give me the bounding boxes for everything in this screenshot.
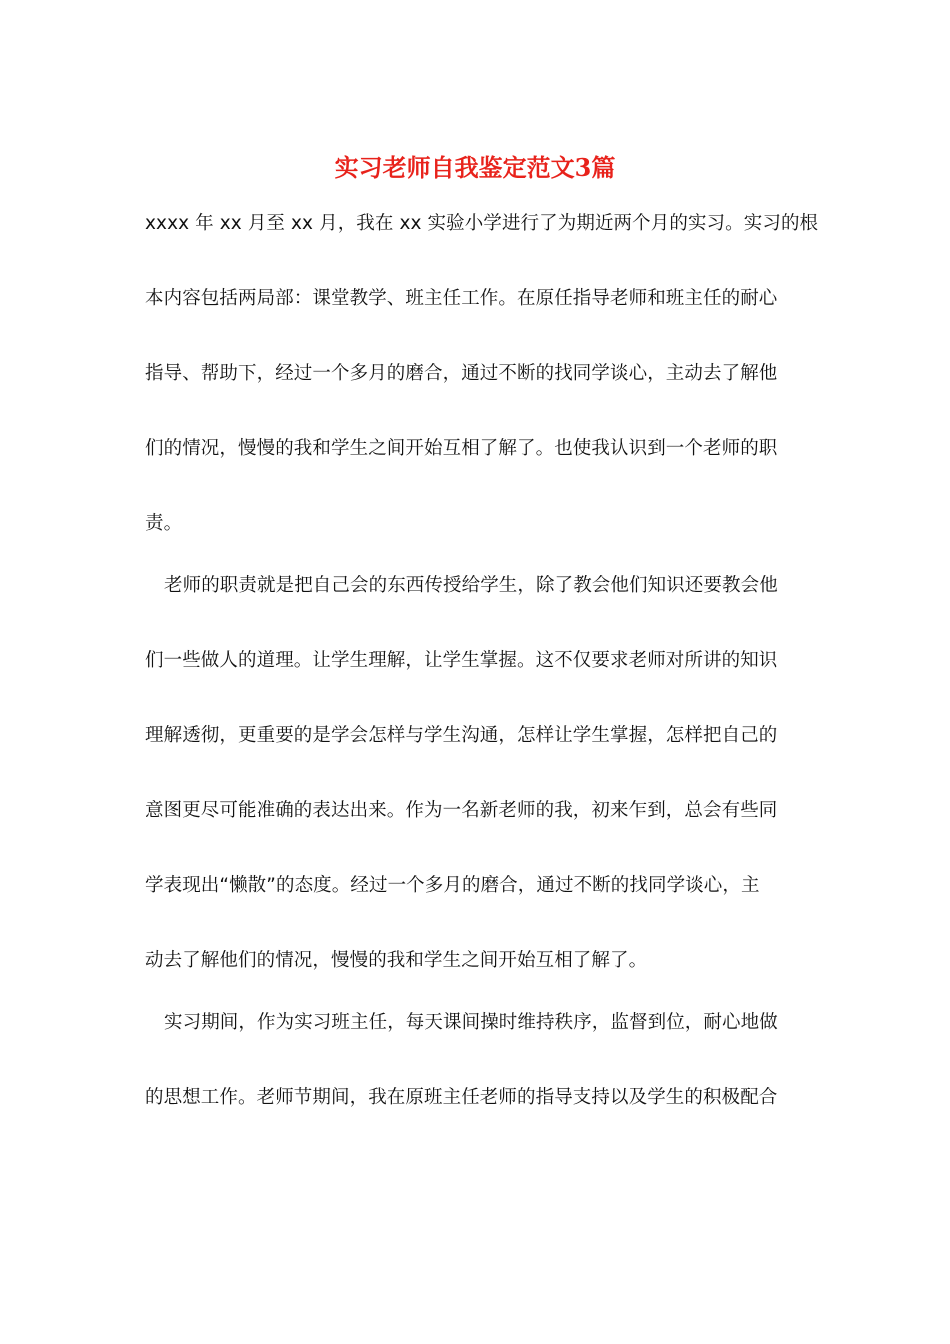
paragraph-line: 责。	[145, 513, 183, 534]
paragraph-1	[145, 204, 819, 566]
paragraph-line: 动去了解他们的情况，慢慢的我和学生之间开始互相了解了。	[145, 950, 648, 971]
paragraph-line: 理解透彻，更重要的是学会怎样与学生沟通，怎样让学生掌握，怎样把自己的	[145, 725, 778, 746]
paragraph-line: 的思想工作。老师节期间，我在原班主任老师的指导支持以及学生的积极配合	[145, 1087, 778, 1108]
paragraph-line: xxxx 年 xx 月至 xx 月，我在 xx 实验小学进行了为期近两个月的实习。实习的根	[145, 213, 819, 234]
paragraph-line: 老师的职责就是把自己会的东西传授给学生，除了教会他们知识还要教会他	[164, 575, 778, 596]
paragraph-line: 们的情况，慢慢的我和学生之间开始互相了解了。也使我认识到一个老师的职	[145, 438, 778, 459]
paragraph-line: 意图更尽可能准确的表达出来。作为一名新老师的我，初来乍到，总会有些同	[145, 800, 778, 821]
paragraph-3	[145, 1003, 807, 1153]
document-body	[145, 204, 819, 1153]
paragraph-line: 本内容包括两局部：课堂教学、班主任工作。在原任指导老师和班主任的耐心	[145, 288, 778, 309]
paragraph-line: 们一些做人的道理。让学生理解，让学生掌握。这不仅要求老师对所讲的知识	[145, 650, 778, 671]
paragraph-line: 实习期间，作为实习班主任，每天课间操时维持秩序，监督到位，耐心地做	[164, 1012, 778, 1033]
paragraph-line: 指导、帮助下，经过一个多月的磨合，通过不断的找同学谈心，主动去了解他	[145, 363, 778, 384]
document-title: 实习老师自我鉴定范文3篇	[334, 153, 616, 182]
paragraph-line: 学表现出“懒散”的态度。经过一个多月的磨合，通过不断的找同学谈心，主	[145, 875, 760, 896]
paragraph-2	[145, 566, 807, 1003]
